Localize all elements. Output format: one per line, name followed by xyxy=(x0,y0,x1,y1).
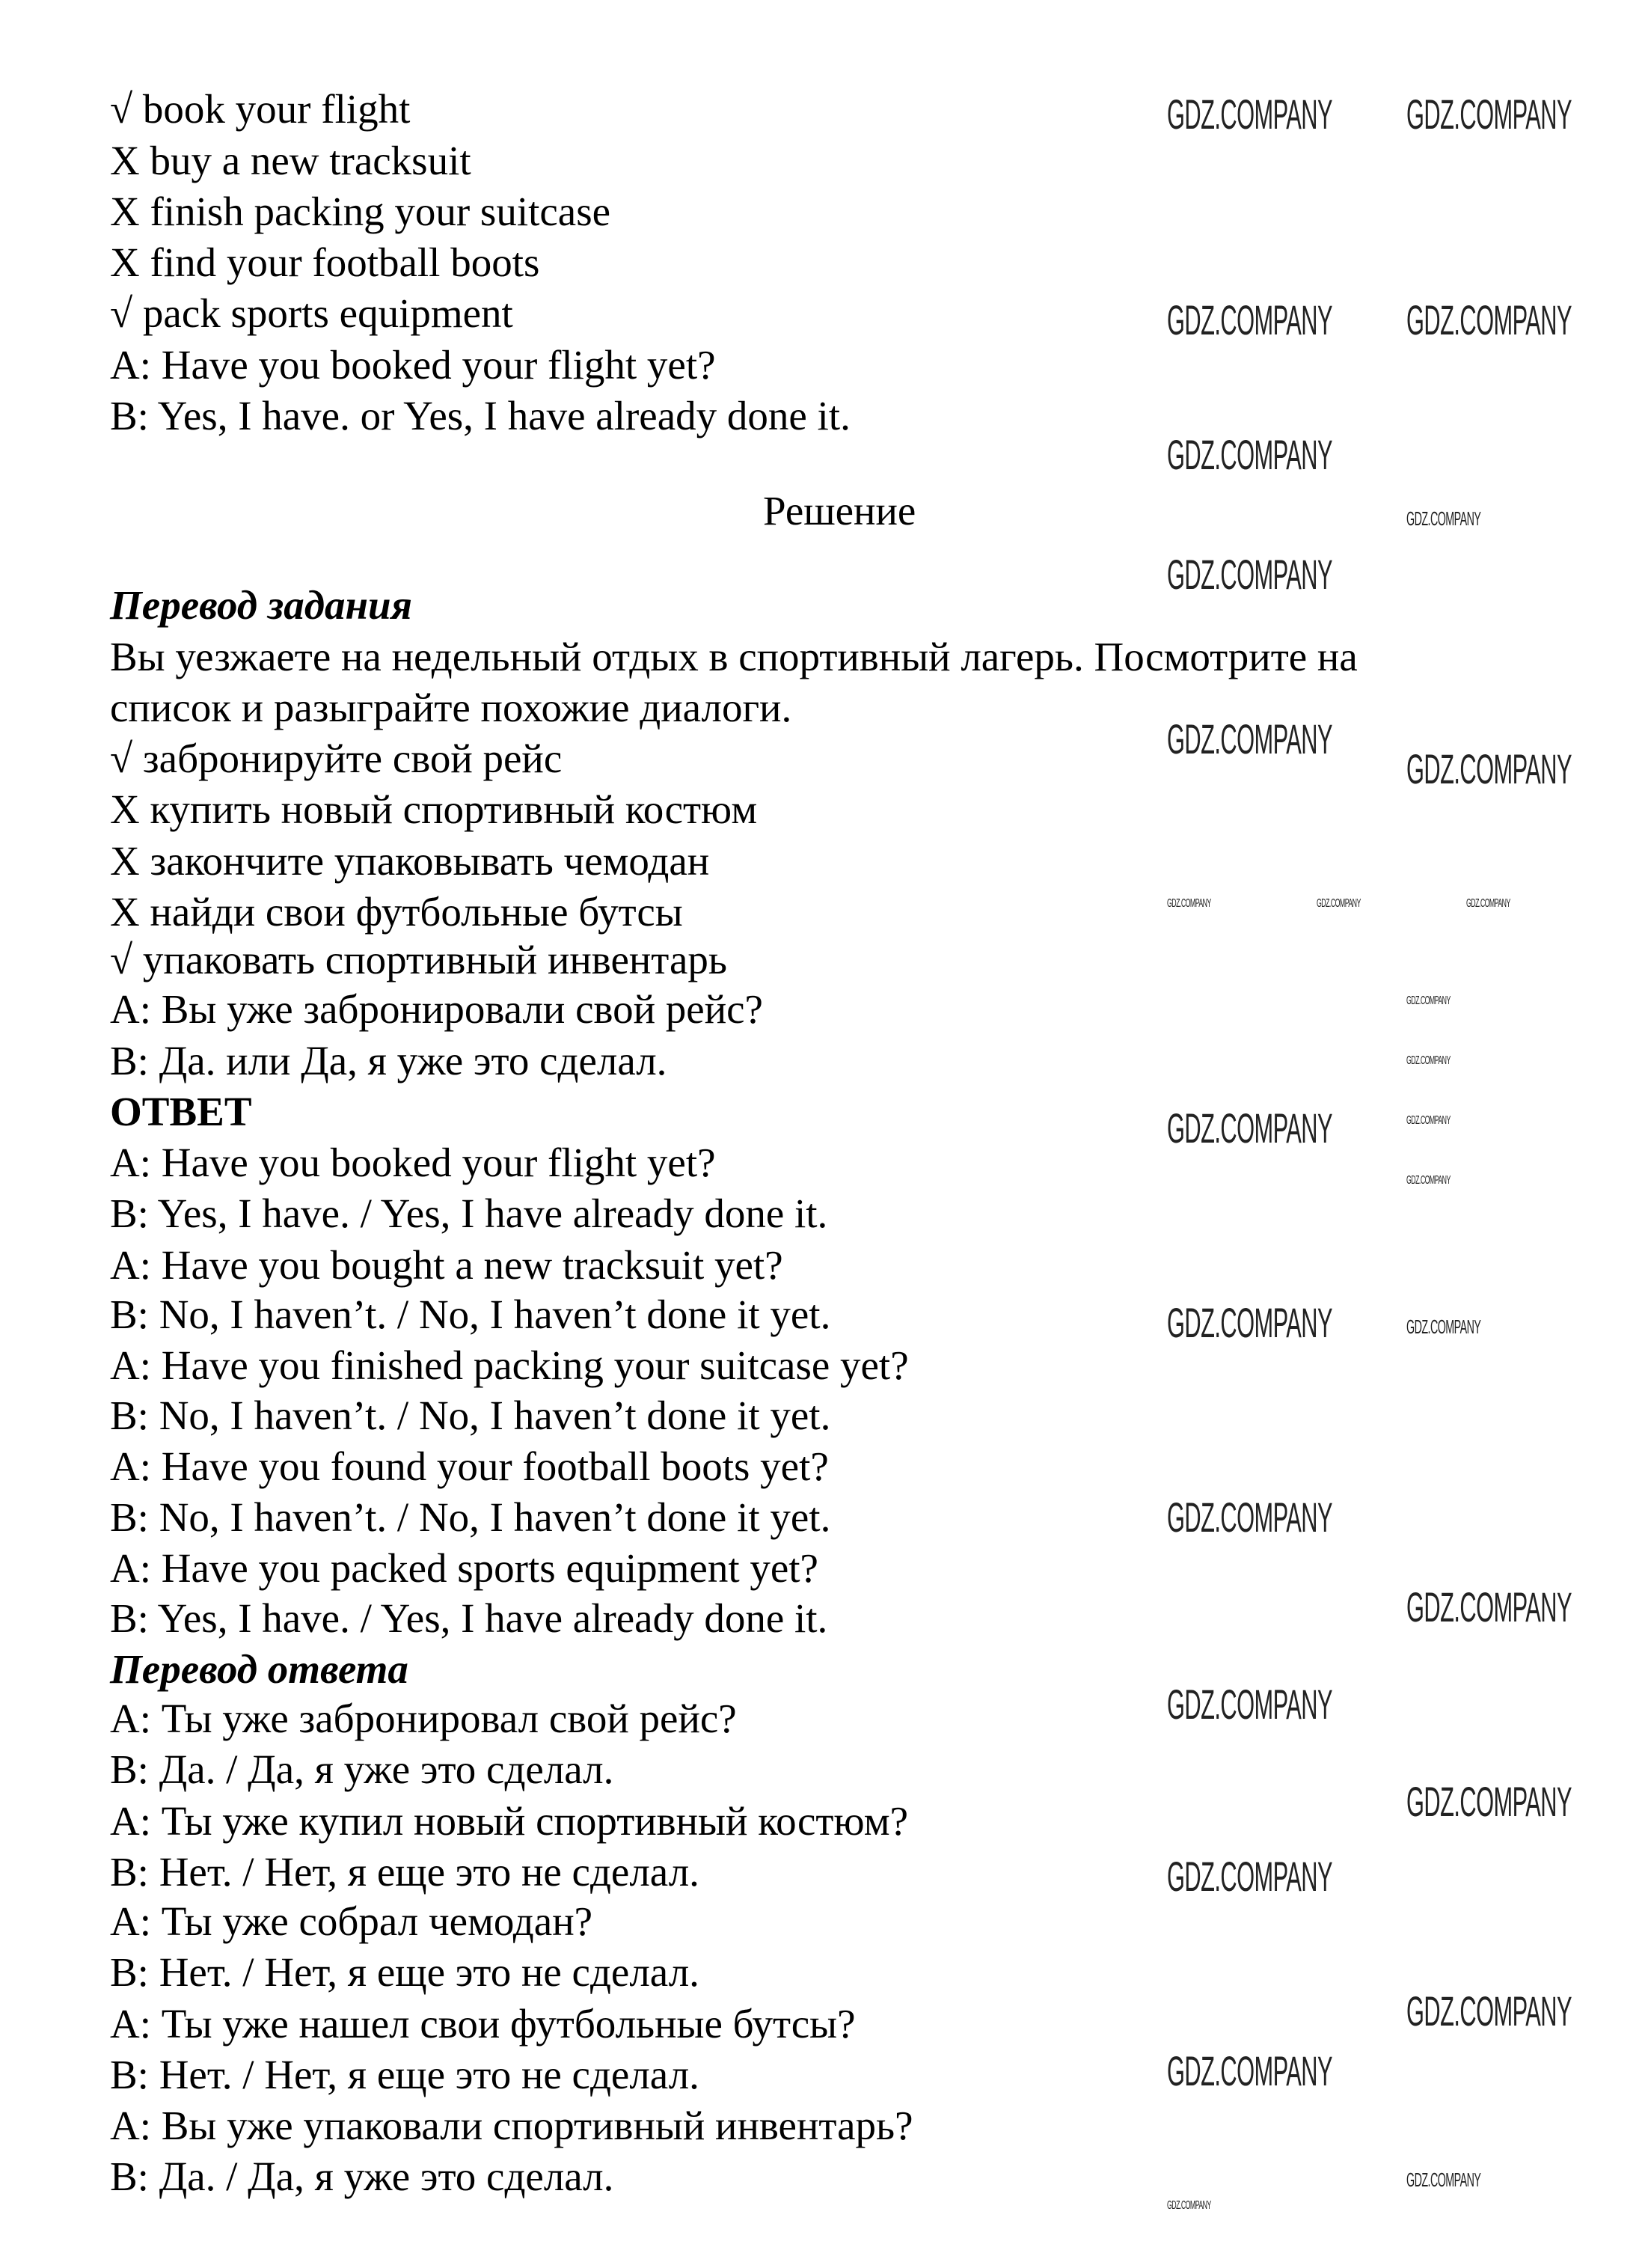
text-line: √ pack sports equipment xyxy=(110,290,513,337)
watermark: GDZ.COMPANY xyxy=(1167,551,1332,598)
watermark: GDZ.COMPANY xyxy=(1406,1583,1572,1630)
watermark: GDZ.COMPANY xyxy=(1167,1853,1332,1900)
section-heading: Перевод задания xyxy=(110,582,412,629)
watermark: GDZ.COMPANY xyxy=(1167,2199,1211,2212)
watermark: GDZ.COMPANY xyxy=(1167,1681,1332,1728)
text-line: A: Have you finished packing your suitcase yet? xyxy=(110,1342,909,1389)
watermark: GDZ.COMPANY xyxy=(1406,507,1481,530)
text-line: Вы уезжаете на недельный отдых в спортивный лагерь. Посмотрите на xyxy=(110,633,1358,679)
text-line: X buy a new tracksuit xyxy=(110,137,471,183)
text-line: A: Have you bought a new tracksuit yet? xyxy=(110,1241,783,1288)
section-heading: Перевод ответа xyxy=(110,1645,408,1692)
text-line: B: Нет. / Нет, я еще это не сделал. xyxy=(110,1949,699,1996)
text-line: B: Да. / Да, я уже это сделал. xyxy=(110,2154,614,2200)
text-line: B: Да. или Да, я уже это сделал. xyxy=(110,1037,667,1083)
watermark: GDZ.COMPANY xyxy=(1167,1104,1332,1152)
watermark: GDZ.COMPANY xyxy=(1167,897,1211,910)
text-line: A: Вы уже упаковали спортивный инвентарь? xyxy=(110,2103,913,2149)
text-line: A: Have you packed sports equipment yet? xyxy=(110,1545,818,1592)
text-line: B: Yes, I have. / Yes, I have already done it. xyxy=(110,1595,828,1641)
text-line: A: Ты уже купил новый спортивный костюм? xyxy=(110,1797,909,1844)
watermark: GDZ.COMPANY xyxy=(1406,296,1572,343)
watermark: GDZ.COMPANY xyxy=(1406,745,1572,792)
watermark: GDZ.COMPANY xyxy=(1167,431,1332,478)
text-line: B: No, I haven’t. / No, I haven’t done it yet. xyxy=(110,1494,831,1540)
watermark: GDZ.COMPANY xyxy=(1167,715,1332,762)
text-line: A: Вы уже забронировали свой рейс? xyxy=(110,986,763,1033)
watermark: GDZ.COMPANY xyxy=(1406,1778,1572,1825)
watermark: GDZ.COMPANY xyxy=(1406,1315,1481,1338)
watermark: GDZ.COMPANY xyxy=(1167,1299,1332,1346)
text-line: A: Ты уже нашел свои футбольные бутсы? xyxy=(110,2000,856,2047)
section-heading: Решение xyxy=(763,487,916,534)
text-line: B: Нет. / Нет, я еще это не сделал. xyxy=(110,2051,699,2097)
watermark: GDZ.COMPANY xyxy=(1406,2168,1481,2191)
text-line: A: Have you found your football boots yet? xyxy=(110,1443,829,1489)
watermark: GDZ.COMPANY xyxy=(1466,897,1510,910)
text-line: √ book your flight xyxy=(110,86,411,132)
watermark: GDZ.COMPANY xyxy=(1317,897,1361,910)
text-line: B: Yes, I have. or Yes, I have already done it. xyxy=(110,392,851,438)
text-line: A: Have you booked your flight yet? xyxy=(110,341,716,388)
text-line: список и разыграйте похожие диалоги. xyxy=(110,684,792,730)
watermark: GDZ.COMPANY xyxy=(1406,1114,1451,1127)
watermark: GDZ.COMPANY xyxy=(1406,1054,1451,1067)
text-line: B: Нет. / Нет, я еще это не сделал. xyxy=(110,1848,699,1895)
text-line: B: No, I haven’t. / No, I haven’t done it yet. xyxy=(110,1392,831,1438)
watermark: GDZ.COMPANY xyxy=(1167,296,1332,343)
text-line: A: Ты уже забронировал свой рейс? xyxy=(110,1696,737,1742)
text-line: B: Да. / Да, я уже это сделал. xyxy=(110,1746,614,1793)
watermark: GDZ.COMPANY xyxy=(1406,91,1572,138)
watermark: GDZ.COMPANY xyxy=(1167,91,1332,138)
text-line: X найди свои футбольные бутсы xyxy=(110,888,683,935)
text-line: A: Have you booked your flight yet? xyxy=(110,1140,716,1186)
text-line: X finish packing your suitcase xyxy=(110,188,611,234)
watermark: GDZ.COMPANY xyxy=(1167,1494,1332,1541)
watermark: GDZ.COMPANY xyxy=(1167,2047,1332,2094)
text-line: X find your football boots xyxy=(110,239,540,285)
text-line: √ упаковать спортивный инвентарь xyxy=(110,937,727,983)
watermark: GDZ.COMPANY xyxy=(1406,1174,1451,1187)
watermark: GDZ.COMPANY xyxy=(1406,994,1451,1007)
section-heading: ОТВЕТ xyxy=(110,1088,252,1134)
text-line: √ забронируйте свой рейс xyxy=(110,736,563,781)
text-line: X купить новый спортивный костюм xyxy=(110,786,758,833)
text-line: A: Ты уже собрал чемодан? xyxy=(110,1898,593,1945)
watermark: GDZ.COMPANY xyxy=(1406,1987,1572,2035)
text-line: B: No, I haven’t. / No, I haven’t done it yet. xyxy=(110,1291,831,1337)
text-line: X закончите упаковывать чемодан xyxy=(110,837,710,884)
text-line: B: Yes, I have. / Yes, I have already done it. xyxy=(110,1190,828,1237)
